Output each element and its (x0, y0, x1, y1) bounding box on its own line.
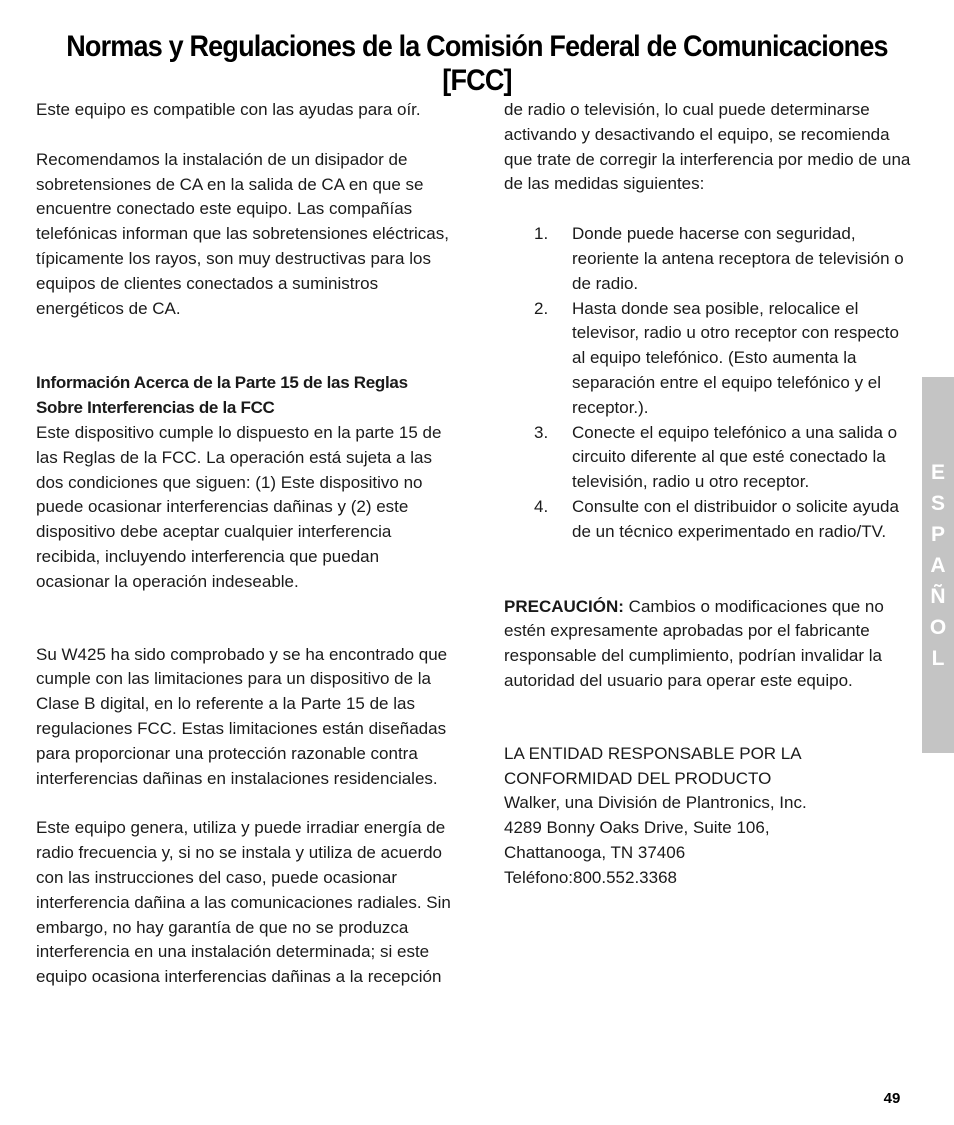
responsible-party-heading: LA ENTIDAD RESPONSABLE POR LA CONFORMIDAD DEL PRODUCTO (504, 743, 801, 788)
side-tab-letter: E (930, 460, 945, 484)
list-item (504, 222, 916, 296)
part15-compliance-paragraph: Este dispositivo cumple lo dispuesto en la parte 15 de las Reglas de la FCC. La operación está sujeta a las dos condiciones que siguen: (1) Este dispositivo no puede ocasionar interferencias dañinas y (2) este dispositivo debe aceptar cualquier interferencia recibida, incluyendo interferencia que puedan ocasionar la operación indeseable. (36, 422, 442, 591)
side-tab-letter: Ñ (930, 584, 946, 608)
hearing-aid-compatibility-text: Este equipo es compatible con las ayudas para oír. (36, 100, 421, 119)
part15-section-heading: Información Acerca de la Parte 15 de las Reglas Sobre Interferencias de la FCC (36, 373, 408, 418)
caution-text: Cambios o modificaciones que no estén expresamente aprobadas por el fabricante responsable del cumplimiento, podrían invalidar la autoridad del usuario para operar este equipo. (504, 596, 884, 690)
page-title: Normas y Regulaciones de la Comisión Federal de Comunicaciones [FCC] (66, 30, 888, 97)
list-item-text: Consulte con el distribuidor o solicite ayuda de un técnico experimentado en radio/TV. (572, 496, 899, 541)
surge-suppressor-paragraph: Recomendamos la instalación de un disipador de sobretensiones de CA en la salida de CA en que se encuentre conectado este equipo. Las compañías telefónicas informan que las sobretensiones eléctricas, típicamente los rayos, son muy destructivas para los equipos de clientes conectados a suministros energéticos de CA. (36, 149, 449, 318)
interference-continuation-paragraph: de radio o televisión, lo cual puede determinarse activando y desactivando el equipo, se recomienda que trate de corregir la interferencia por medio de una de las medidas siguientes: (504, 100, 911, 194)
list-item-text: Conecte el equipo telefónico a una salida o circuito diferente al que esté conectado la televisión, radio u otro receptor. (572, 422, 898, 492)
list-item (504, 421, 916, 495)
left-column (36, 98, 451, 990)
list-item-text: Donde puede hacerse con seguridad, reoriente la antena receptora de televisión o de radio. (572, 224, 904, 293)
side-tab-letter: A (930, 553, 946, 577)
list-item-text: Hasta donde sea posible, relocalice el televisor, radio u otro receptor con respecto al equipo telefónico. (Esto aumenta la separación entre el equipo telefónico y el receptor.). (572, 298, 899, 417)
language-side-tab (922, 377, 954, 753)
address-line: Chattanooga, TN 37406 (504, 842, 686, 862)
side-tab-letter: S (930, 491, 945, 515)
list-item-number: 2. (534, 298, 549, 318)
address-line: 4289 Bonny Oaks Drive, Suite 106, (504, 818, 770, 838)
list-item-number: 3. (534, 422, 549, 442)
right-column (504, 98, 916, 891)
caution-label: PRECAUCIÓN: (504, 596, 624, 616)
caution-paragraph (504, 595, 916, 694)
list-item (504, 495, 916, 545)
address-line: Walker, una División de Plantronics, Inc. (504, 793, 807, 813)
side-tab-letter: P (930, 522, 945, 546)
rf-energy-paragraph: Este equipo genera, utiliza y puede irradiar energía de radio frecuencia y, si no se instala y utiliza de acuerdo con las instrucciones del caso, puede ocasionar interferencia dañina a las comunicaciones radiales. Sin embargo, no hay garantía de que no se produzca interferencia en una instalación determinada; si este equipo ocasiona interferencias dañinas a la recepción (36, 818, 451, 987)
class-b-paragraph: Su W425 ha sido comprobado y se ha encontrado que cumple con las limitaciones para un dispositivo de la Clase B digital, en lo referente a la Parte 15 de las regulaciones FCC. Estas limitaciones están diseñadas para proporcionar una protección razonable contra interferencias dañinas en instalaciones residenciales. (36, 644, 448, 788)
phone-line: Teléfono:800.552.3368 (504, 867, 677, 887)
list-item (504, 297, 916, 421)
side-tab-letter: L (931, 646, 945, 670)
corrective-measures-list (504, 222, 916, 544)
list-item-number: 1. (534, 224, 549, 244)
list-item-number: 4. (534, 496, 549, 516)
page-number: 49 (883, 1090, 901, 1107)
side-tab-letter: O (929, 615, 947, 639)
